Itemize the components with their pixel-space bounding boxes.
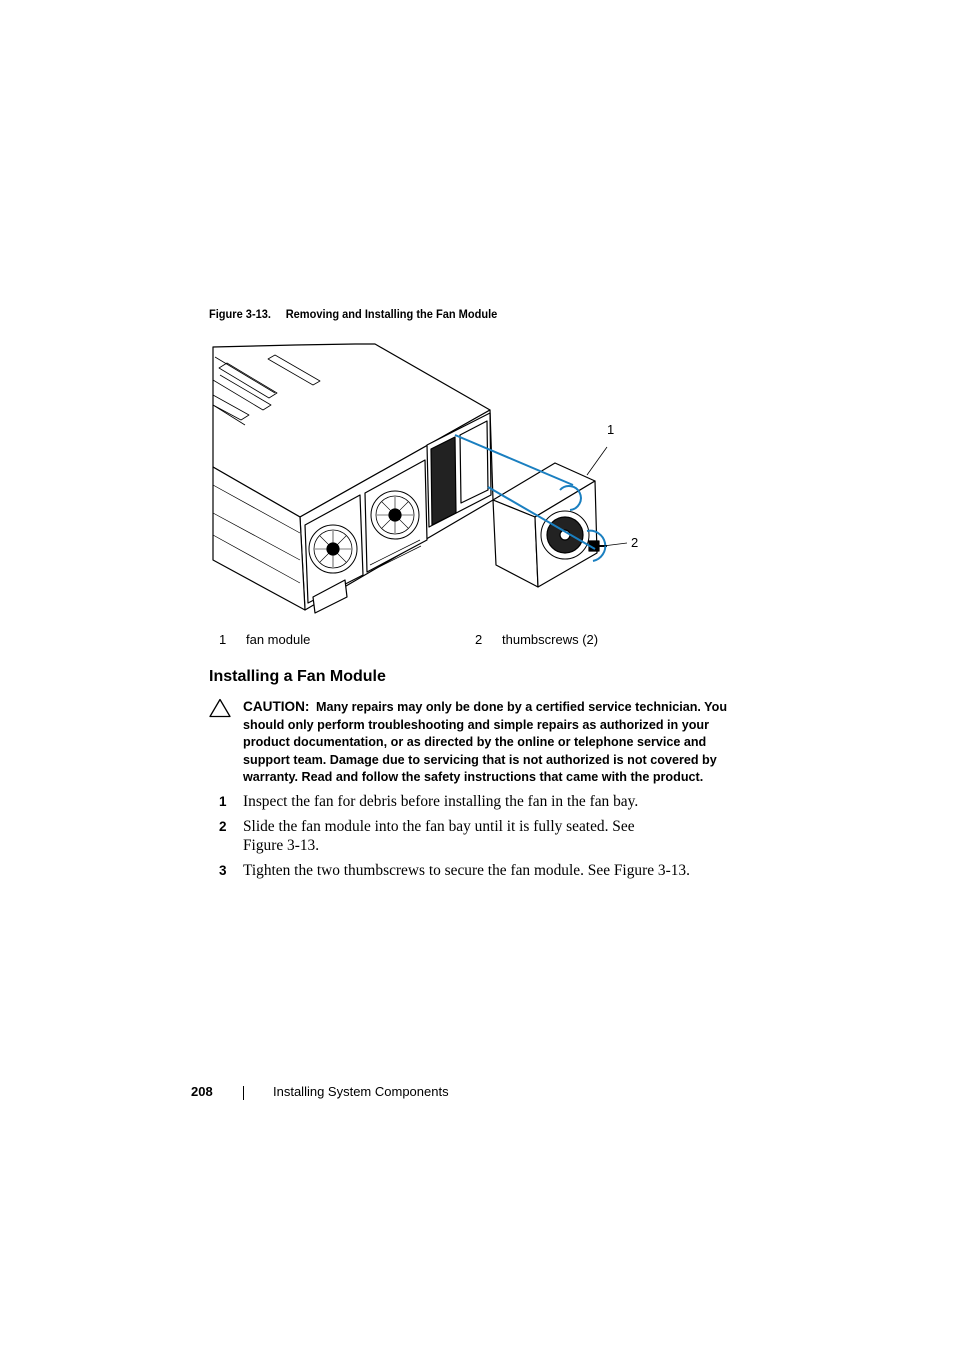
- step-text: Slide the fan module into the fan bay until it is fully seated. See Figure 3-13.: [243, 818, 635, 854]
- caution-triangle-icon: [209, 698, 231, 718]
- step-number: 1: [219, 794, 227, 809]
- caution-label: CAUTION:: [243, 699, 310, 714]
- figure-caption: [209, 307, 497, 321]
- fan-module-illustration: [205, 335, 645, 620]
- legend-number: 2: [475, 632, 483, 647]
- step-item: [219, 861, 739, 880]
- section-heading: Installing a Fan Module: [209, 668, 386, 685]
- step-item: [219, 792, 739, 811]
- legend-label: thumbscrews (2): [502, 632, 599, 647]
- legend-item-thumbscrews: [475, 632, 598, 647]
- page-number: 208: [191, 1084, 213, 1099]
- legend-label: fan module: [246, 632, 311, 647]
- installation-steps: [219, 792, 739, 886]
- step-text: Tighten the two thumbscrews to secure the fan module. See Figure 3-13.: [243, 862, 690, 879]
- chapter-title: Installing System Components: [273, 1084, 449, 1099]
- caution-text-block: [243, 698, 729, 787]
- step-number: 2: [219, 819, 227, 834]
- step-number: 3: [219, 863, 227, 878]
- caution-notice: [209, 698, 729, 787]
- callout-2: 2: [631, 535, 639, 550]
- step-item: [219, 817, 659, 855]
- figure-number: Figure 3-13.: [209, 307, 271, 321]
- callout-1: 1: [607, 422, 615, 437]
- step-text: Inspect the fan for debris before installing the fan in the fan bay.: [243, 793, 639, 810]
- caution-body: Many repairs may only be done by a certified service technician. You should only perform troubleshooting and simple repairs as authorized in your product documentation, or as directed by the online or telephone service and support team. Damage due to servicing that is not authorized is not covered by warranty. Read and follow the safety instructions that came with the product.: [243, 700, 728, 784]
- page-footer: [191, 1084, 449, 1099]
- legend-item-fan-module: [219, 632, 310, 647]
- figure-title: Removing and Installing the Fan Module: [285, 307, 498, 321]
- footer-divider: [243, 1086, 244, 1100]
- legend-number: 1: [219, 632, 227, 647]
